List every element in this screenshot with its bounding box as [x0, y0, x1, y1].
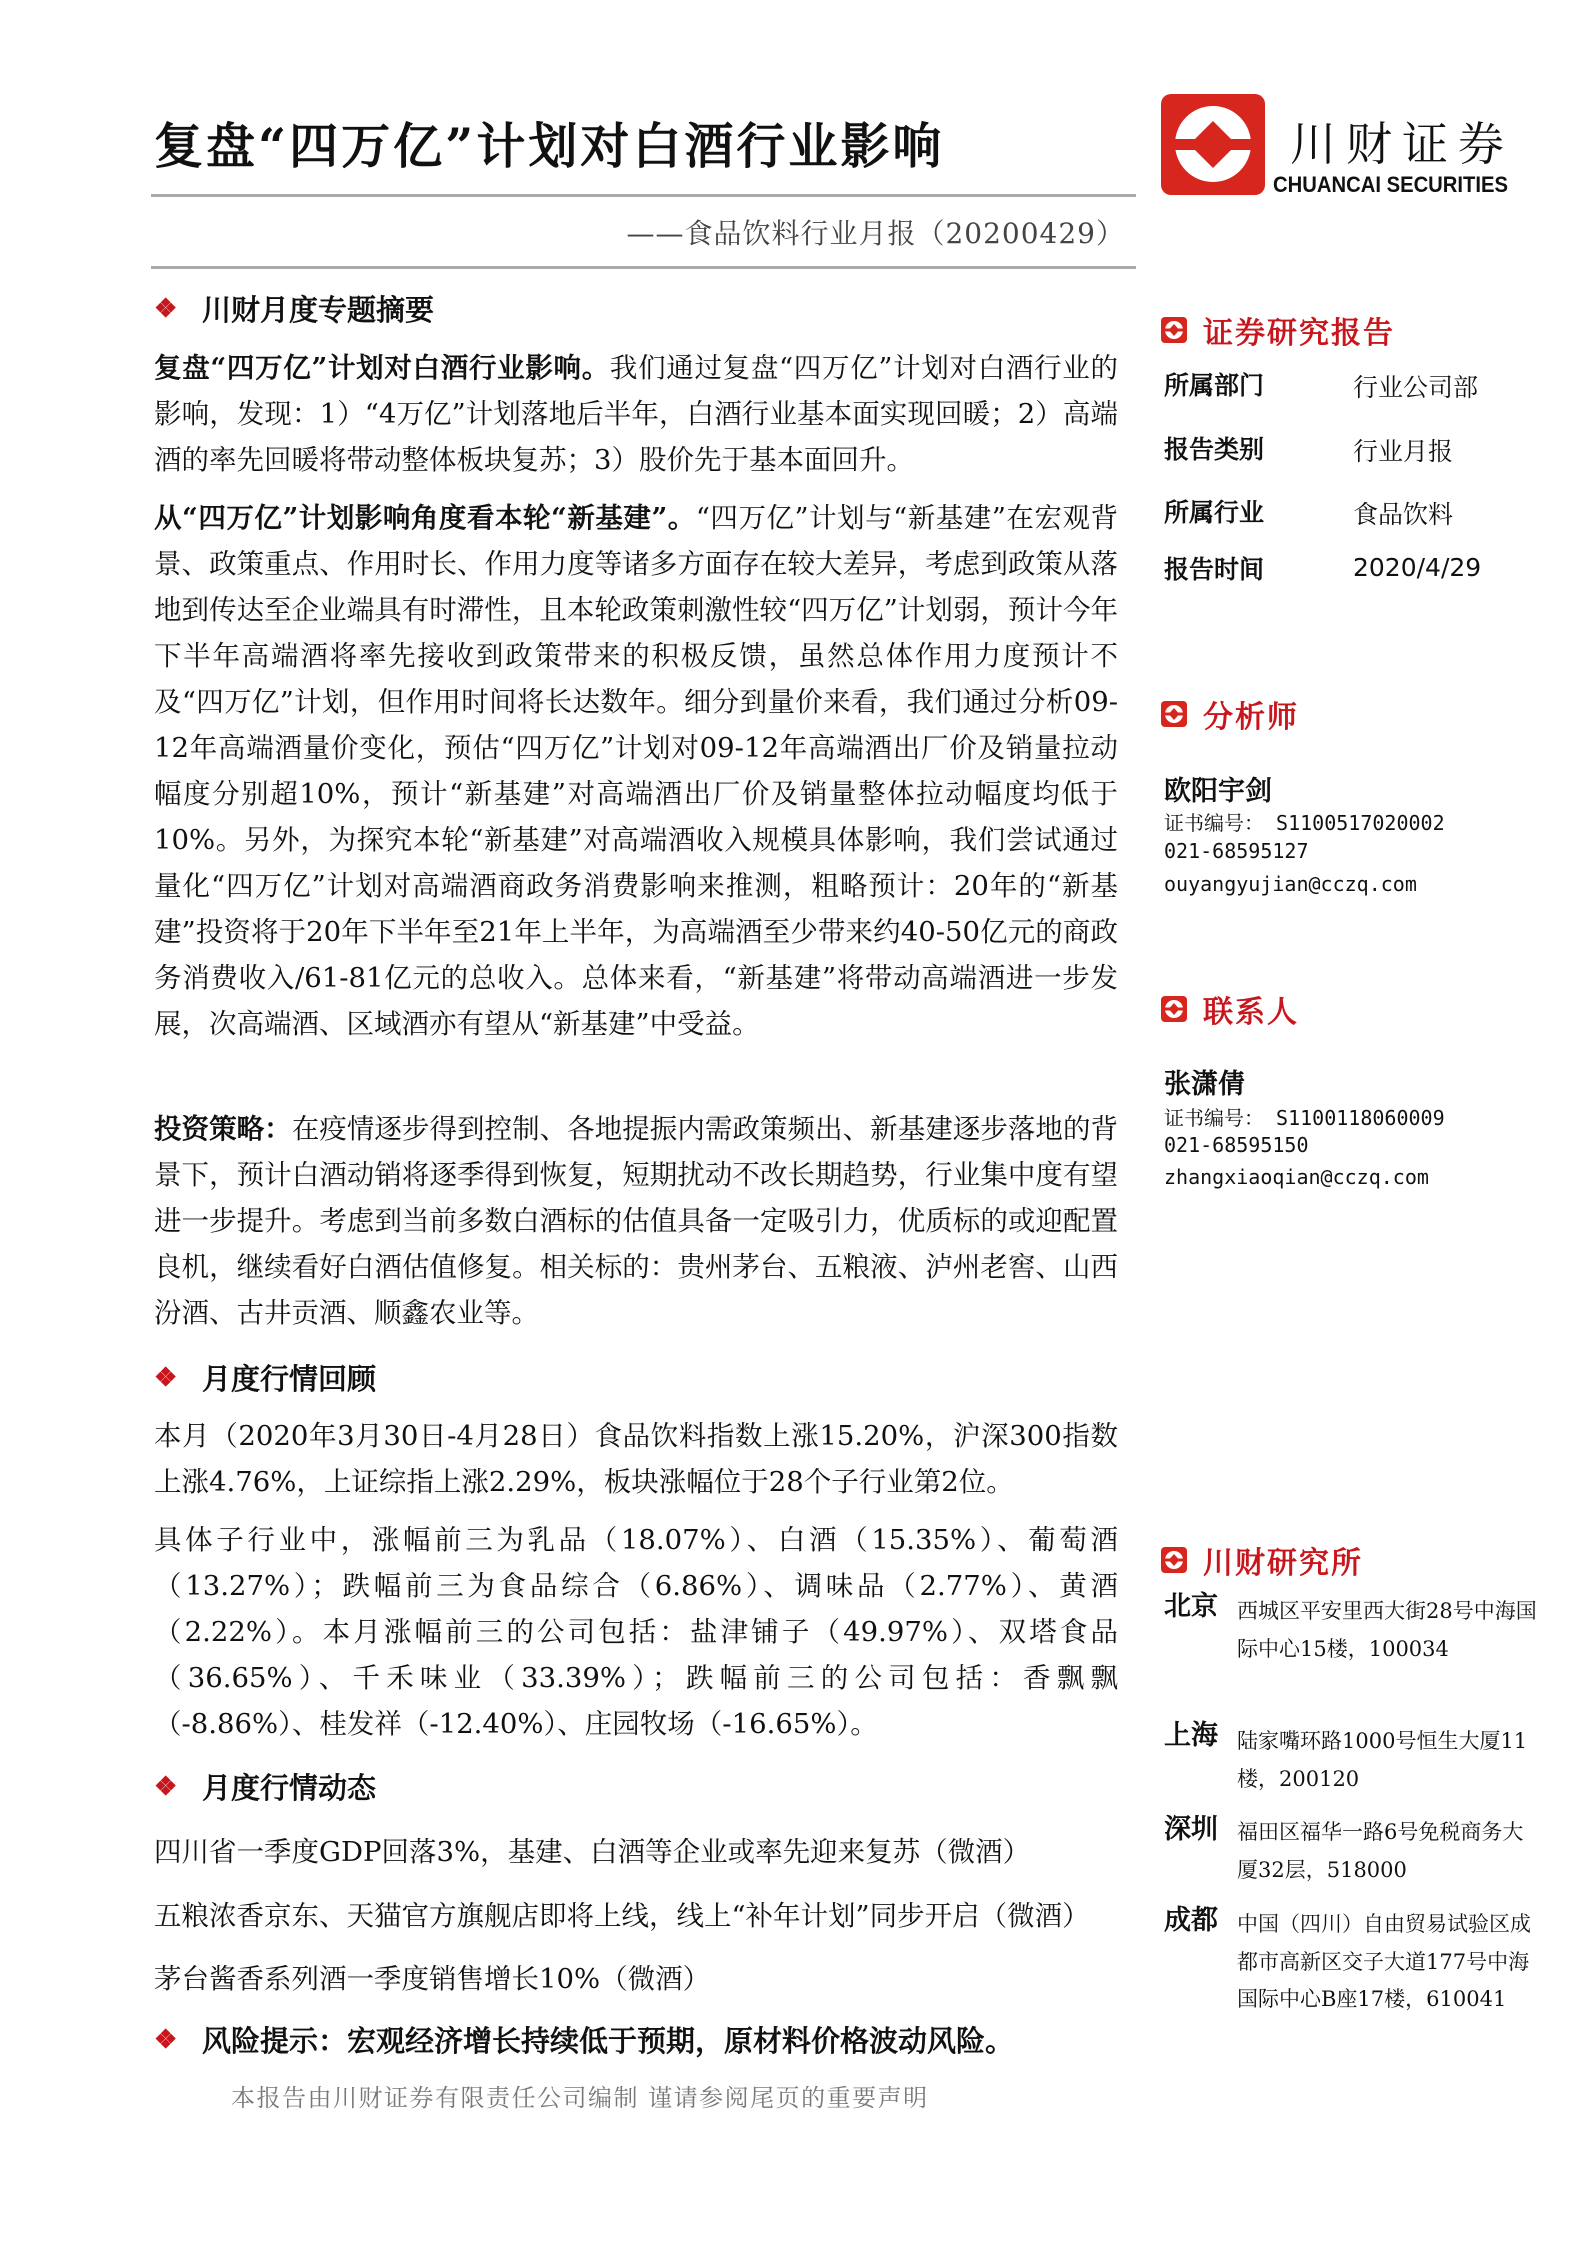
info-value: 行业月报: [1353, 437, 1454, 466]
sidebar-heading-text: 川财研究所: [1203, 1546, 1363, 1581]
office-address: 陆家嘴环路1000号恒生大厦11楼，200120: [1237, 1729, 1528, 1791]
risk-warning-text: 风险提示：宏观经济增长持续低于预期，原材料价格波动风险。: [202, 2024, 1015, 2058]
section-heading-text: 月度行情动态: [202, 1771, 377, 1805]
report-subtitle: ——食品饮料行业月报（20200429）: [626, 217, 1125, 250]
office-address: 福田区福华一路6号免税商务大厦32层，518000: [1237, 1820, 1524, 1882]
brand-mark-icon: [1161, 1547, 1187, 1573]
footer-disclaimer: 本报告由川财证券有限责任公司编制 谨请参阅尾页的重要声明: [231, 2084, 929, 2112]
contact-email[interactable]: zhangxiaoqian@cczq.com: [1164, 1165, 1429, 1189]
risk-warning: [154, 2019, 1014, 2060]
paragraph-text: 我们通过复盘“四万亿”计划对白酒行业的影响，发现：1）“4万亿”计划落地后半年，白酒行业基本面实现回暖；2）高端酒的率先回暖将带动整体板块复苏；3）股价先于基本面回升。: [154, 352, 1118, 476]
info-label: 报告时间: [1164, 555, 1265, 584]
review-paragraph: 具体子行业中，涨幅前三为乳品（18.07%）、白酒（15.35%）、葡萄酒（13.27%）；跌幅前三为食品综合（6.86%）、调味品（2.77%）、黄酒（2.22%）。本月涨幅前三的公司包括：盐津铺子（49.97%）、双塔食品（36.65%）、千禾味业（33.39%）；跌幅前三的公司包括：香飘飘（-8.86%）、桂发祥（-12.40%）、庄园牧场（-16.65%）。: [154, 1524, 1118, 1740]
diamond-bullet-icon: ❖: [154, 1771, 178, 1802]
office-city: 上海: [1164, 1720, 1218, 1751]
sidebar-heading-text: 分析师: [1203, 700, 1299, 735]
info-label: 报告类别: [1164, 435, 1265, 464]
company-logo-icon: [1161, 94, 1265, 195]
office-address: 中国（四川）自由贸易试验区成都市高新区交子大道177号中海国际中心B座17楼，610041: [1237, 1912, 1531, 2011]
news-item: 五粮浓香京东、天猫官方旗舰店即将上线，线上“补年计划”同步开启（微酒）: [154, 1900, 1090, 1932]
summary-paragraph: [154, 345, 1118, 483]
sidebar-heading-analyst: [1161, 692, 1299, 736]
review-paragraph: 本月（2020年3月30日-4月28日）食品饮料指数上涨15.20%，沪深300指数上涨4.76%，上证综指上涨2.29%，板块涨幅位于28个子行业第2位。: [154, 1420, 1118, 1498]
info-value: 2020/4/29: [1353, 553, 1482, 582]
analyst-phone: 021-68595127: [1164, 839, 1309, 863]
analyst-email[interactable]: ouyangyujian@cczq.com: [1164, 872, 1417, 896]
news-item: 茅台酱香系列酒一季度销售增长10%（微酒）: [154, 1963, 711, 1995]
summary-paragraph: [154, 1106, 1118, 1336]
brand-mark-icon: [1161, 996, 1187, 1022]
summary-paragraph: [154, 495, 1118, 1047]
office-city: 成都: [1164, 1905, 1218, 1936]
analyst-name: 欧阳宇剑: [1164, 776, 1272, 807]
news-item: 四川省一季度GDP回落3%，基建、白酒等企业或率先迎来复苏（微酒）: [154, 1836, 1031, 1868]
contact-name: 张潇倩: [1164, 1069, 1245, 1100]
analyst-cert: 证书编号： S1100517020002: [1164, 811, 1445, 835]
section-heading-summary: [154, 288, 434, 329]
logo-text-cn: 川财证券: [1290, 117, 1514, 171]
subtitle-divider: [151, 266, 1136, 269]
diamond-bullet-icon: ❖: [154, 1362, 178, 1393]
sidebar-heading-text: 证券研究报告: [1203, 316, 1395, 351]
paragraph-lead: 投资策略：: [154, 1113, 292, 1145]
sidebar-heading-report: [1161, 308, 1395, 352]
sidebar-heading-contact: [1161, 987, 1299, 1031]
office-city: 北京: [1164, 1591, 1218, 1622]
info-value: 行业公司部: [1353, 373, 1479, 402]
diamond-bullet-icon: ❖: [154, 293, 178, 324]
section-heading-text: 川财月度专题摘要: [202, 293, 435, 327]
office-address: 西城区平安里西大街28号中海国际中心15楼，100034: [1237, 1599, 1537, 1661]
info-label: 所属行业: [1164, 498, 1265, 527]
paragraph-lead: 从“四万亿”计划影响角度看本轮“新基建”。: [154, 502, 696, 534]
section-heading-text: 月度行情回顾: [202, 1362, 377, 1396]
paragraph-lead: 复盘“四万亿”计划对白酒行业影响。: [154, 352, 610, 384]
section-heading-news: [154, 1766, 376, 1807]
contact-phone: 021-68595150: [1164, 1133, 1309, 1157]
contact-cert: 证书编号： S1100118060009: [1164, 1106, 1445, 1130]
sidebar-heading-institute: [1161, 1538, 1363, 1582]
brand-mark-icon: [1161, 317, 1187, 343]
info-value: 食品饮料: [1353, 500, 1454, 529]
report-title: 复盘“四万亿”计划对白酒行业影响: [154, 117, 945, 175]
brand-mark-icon: [1161, 701, 1187, 727]
section-heading-review: [154, 1357, 376, 1398]
office-city: 深圳: [1164, 1814, 1218, 1845]
paragraph-text: 在疫情逐步得到控制、各地提振内需政策频出、新基建逐步落地的背景下，预计白酒动销将逐季得到恢复，短期扰动不改长期趋势，行业集中度有望进一步提升。考虑到当前多数白酒标的估值具备一定吸引力，优质标的或迎配置良机，继续看好白酒估值修复。相关标的：贵州茅台、五粮液、泸州老窖、山西汾酒、古井贡酒、顺鑫农业等。: [154, 1113, 1119, 1329]
diamond-bullet-icon: ❖: [154, 2024, 178, 2055]
sidebar-heading-text: 联系人: [1203, 995, 1299, 1030]
info-label: 所属部门: [1164, 371, 1265, 400]
title-divider: [151, 194, 1136, 197]
logo-text-en: CHUANCAI SECURITIES: [1273, 172, 1509, 197]
paragraph-text: “四万亿”计划与“新基建”在宏观背景、政策重点、作用时长、作用力度等诸多方面存在较大差异，考虑到政策从落地到传达至企业端具有时滞性，且本轮政策刺激性较“四万亿”计划弱，预计今年下半年高端酒将率先接收到政策带来的积极反馈，虽然总体作用力度预计不及“四万亿”计划，但作用时间将长达数年。细分到量价来看，我们通过分析09-12年高端酒量价变化，预估“四万亿”计划对09-12年高端酒出厂价及销量拉动幅度分别超10%，预计“新基建”对高端酒出厂价及销量整体拉动幅度均低于10%。另外，为探究本轮“新基建”对高端酒收入规模具体影响，我们尝试通过量化“四万亿”计划对高端酒商政务消费影响来推测，粗略预计：20年的“新基建”投资将于20年下半年至21年上半年，为高端酒至少带来约40-50亿元的商政务消费收入/61-81亿元的总收入。总体来看，“新基建”将带动高端酒进一步发展，次高端酒、区域酒亦有望从“新基建”中受益。: [154, 502, 1119, 1040]
